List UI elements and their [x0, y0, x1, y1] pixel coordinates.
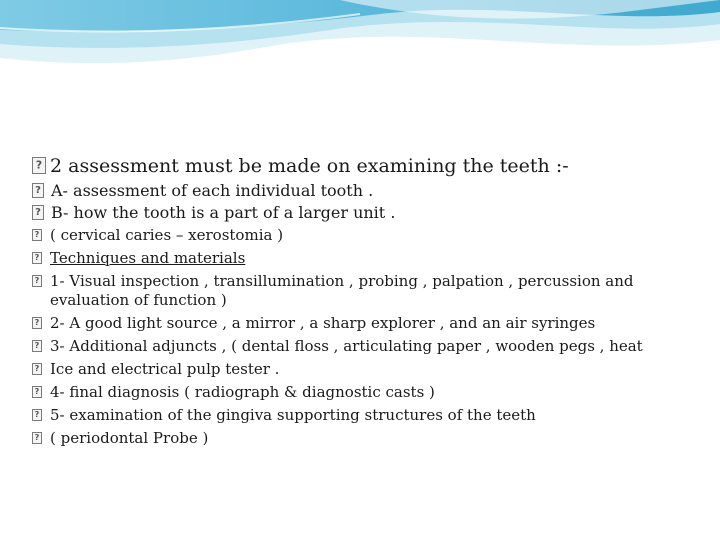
- header-wave-decoration: [0, 0, 720, 80]
- list-item: [32, 314, 692, 333]
- list-item: [32, 406, 692, 425]
- list-item-text: 4- final diagnosis ( radiograph & diagnostic casts ): [50, 383, 435, 401]
- slide-content: [32, 155, 692, 451]
- missing-glyph-box-icon: [32, 386, 42, 398]
- list-item-text: 1- Visual inspection , transillumination , probing , palpation , percussion and evaluation of function ): [50, 272, 634, 309]
- list-item-text: ( cervical caries – xerostomia ): [50, 226, 284, 244]
- missing-glyph-box-icon: [32, 317, 42, 329]
- missing-glyph-box-icon: [32, 229, 42, 241]
- heading-bullet: [32, 155, 692, 177]
- missing-glyph-box-icon: [32, 409, 42, 421]
- list-item-text: 3- Additional adjuncts , ( dental floss , articulating paper , wooden pegs , heat: [50, 337, 643, 355]
- list-item-text: B- how the tooth is a part of a larger unit .: [51, 203, 396, 222]
- missing-glyph-box-icon: [32, 252, 42, 264]
- missing-glyph-box-icon: [32, 275, 42, 287]
- list-item-text: Techniques and materials: [50, 249, 246, 267]
- list-item: [32, 181, 692, 200]
- list-item: [32, 383, 692, 402]
- list-item-text: ( periodontal Probe ): [50, 429, 209, 447]
- missing-glyph-box-icon: [32, 340, 42, 352]
- list-item-text: 2- A good light source , a mirror , a sharp explorer , and an air syringes: [50, 314, 596, 332]
- missing-glyph-box-icon: [32, 205, 44, 220]
- list-item-text: Ice and electrical pulp tester .: [50, 360, 280, 378]
- list-item: [32, 360, 692, 379]
- heading-text: 2 assessment must be made on examining the teeth :-: [50, 155, 569, 177]
- list-item: [32, 249, 692, 268]
- missing-glyph-box-icon: [32, 157, 46, 174]
- missing-glyph-box-icon: [32, 183, 44, 198]
- list-item: [32, 272, 692, 310]
- list-item: [32, 203, 692, 222]
- list-item-text: 5- examination of the gingiva supporting structures of the teeth: [50, 406, 536, 424]
- missing-glyph-box-icon: [32, 432, 42, 444]
- list-item-text: A- assessment of each individual tooth .: [51, 181, 374, 200]
- missing-glyph-box-icon: [32, 363, 42, 375]
- list-item: [32, 429, 692, 448]
- list-item: [32, 226, 692, 245]
- list-item: [32, 337, 692, 356]
